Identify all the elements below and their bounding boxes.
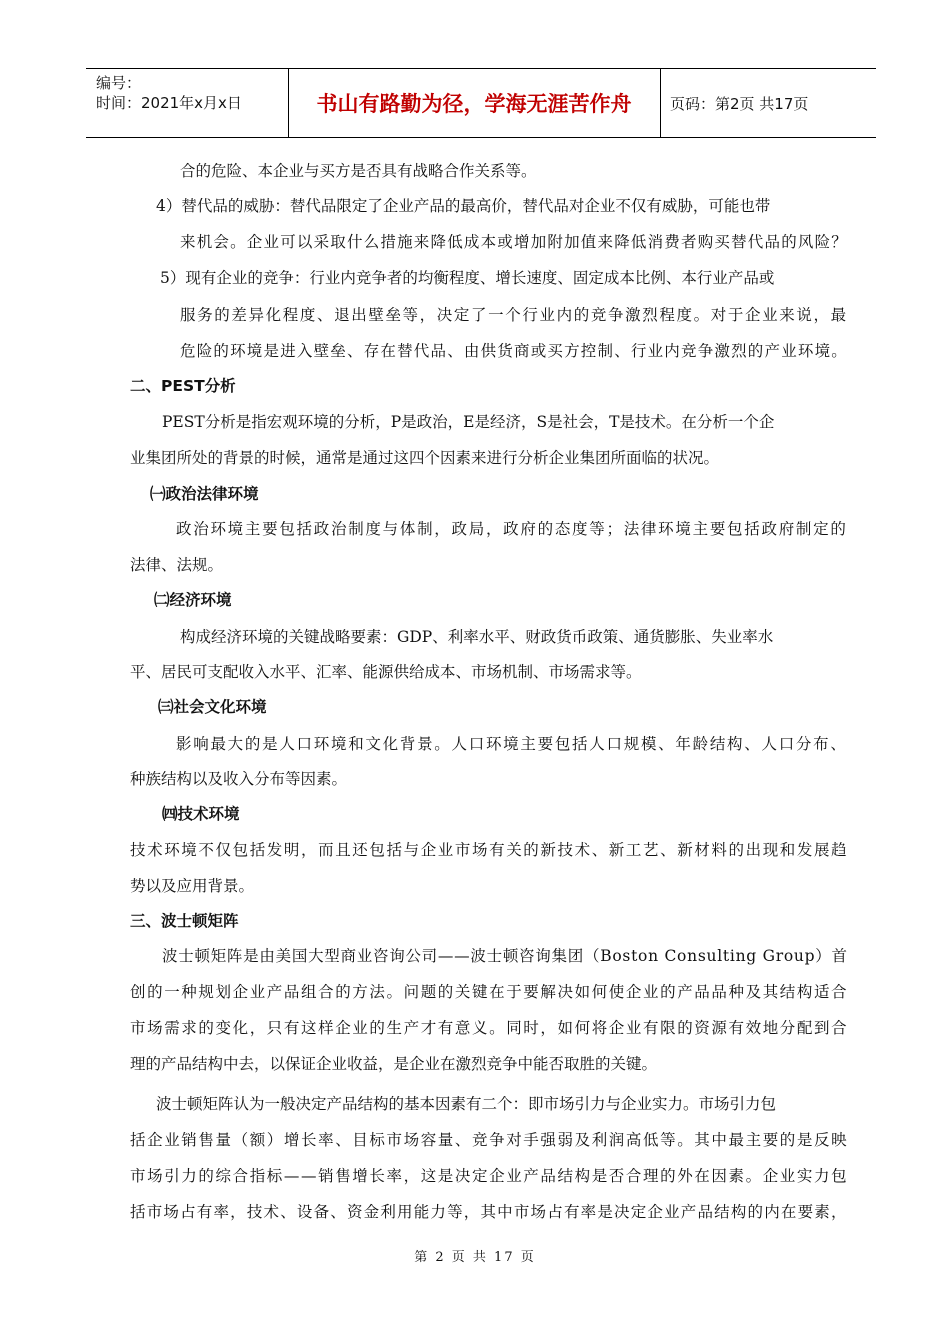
text-line: 构成经济环境的关键战略要素：GDP、利率水平、财政货币政策、通货膨胀、失业率水 <box>180 628 774 646</box>
text-line: PEST分析是指宏观环境的分析，P是政治，E是经济，S是社会，T是技术。在分析一个企 <box>162 413 775 431</box>
section-heading: 三、波士顿矩阵 <box>130 912 239 930</box>
text-line: 波士顿矩阵是由美国大型商业咨询公司——波士顿咨询集团（Boston Consulting Group）首 <box>162 947 848 965</box>
header-page-number: 页码：第2页 共17页 <box>670 94 809 113</box>
header-divider <box>660 69 661 137</box>
text-line: 影响最大的是人口环境和文化背景。人口环境主要包括人口规模、年龄结构、人口分布、 <box>176 735 848 753</box>
text-line: 业集团所处的背景的时候，通常是通过这四个因素来进行分析企业集团所面临的状况。 <box>130 449 720 467</box>
header-motto: 书山有路勤为径，学海无涯苦作舟 <box>316 92 632 116</box>
document-date: 时间：2021年x月x日 <box>96 94 242 112</box>
page-header <box>86 68 876 138</box>
text-line: 合的危险、本企业与买方是否具有战略合作关系等。 <box>180 162 537 180</box>
text-line: 括企业销售量（额）增长率、目标市场容量、竞争对手强弱及利润高低等。其中最主要的是反映 <box>130 1131 849 1149</box>
subsection-heading: ㈣技术环境 <box>162 805 240 823</box>
list-item: 5）现有企业的竞争：行业内竞争者的均衡程度、增长速度、固定成本比例、本行业产品或 <box>160 269 775 287</box>
text-line: 波士顿矩阵认为一般决定产品结构的基本因素有二个：即市场引力与企业实力。市场引力包 <box>156 1095 777 1113</box>
subsection-heading: ㈢社会文化环境 <box>158 698 267 716</box>
text-line: 平、居民可支配收入水平、汇率、能源供给成本、市场机制、市场需求等。 <box>130 663 642 681</box>
subsection-heading: ㈡经济环境 <box>154 591 232 609</box>
section-heading: 二、PEST分析 <box>130 377 236 395</box>
text-line: 法律、法规。 <box>130 556 224 574</box>
text-line: 市场需求的变化，只有这样企业的生产才有意义。同时，如何将企业有限的资源有效地分配到合 <box>130 1019 849 1037</box>
text-line: 来机会。企业可以采取什么措施来降低成本或增加附加值来降低消费者购买替代品的风险？ <box>180 233 849 251</box>
text-line: 服务的差异化程度、退出壁垒等，决定了一个行业内的竞争激烈程度。对于企业来说，最 <box>180 306 848 324</box>
text-line: 政治环境主要包括政治制度与体制，政局，政府的态度等；法律环境主要包括政府制定的 <box>176 520 848 538</box>
text-line: 技术环境不仅包括发明，而且还包括与企业市场有关的新技术、新工艺、新材料的出现和发展趋 <box>130 841 849 859</box>
subsection-heading: ㈠政治法律环境 <box>150 485 259 503</box>
text-line: 势以及应用背景。 <box>130 877 255 895</box>
text-line: 括市场占有率，技术、设备、资金利用能力等，其中市场占有率是决定企业产品结构的内在要素， <box>130 1203 848 1221</box>
header-info <box>96 73 242 113</box>
text-line: 创的一种规划企业产品组合的方法。问题的关键在于要解决如何使企业的产品品种及其结构适合 <box>130 983 849 1001</box>
text-line: 理的产品结构中去，以保证企业收益，是企业在激烈竞争中能否取胜的关键。 <box>130 1055 658 1073</box>
page-footer: 第 2 页 共 17 页 <box>414 1250 536 1265</box>
list-item: 4）替代品的威胁：替代品限定了企业产品的最高价，替代品对企业不仅有威胁，可能也带 <box>156 197 771 215</box>
document-number: 编号： <box>96 74 142 92</box>
text-line: 危险的环境是进入壁垒、存在替代品、由供货商或买方控制、行业内竞争激烈的产业环境。 <box>180 342 849 360</box>
text-line: 市场引力的综合指标——销售增长率，这是决定企业产品结构是否合理的外在因素。企业实力包 <box>130 1167 849 1185</box>
text-line: 种族结构以及收入分布等因素。 <box>130 770 348 788</box>
